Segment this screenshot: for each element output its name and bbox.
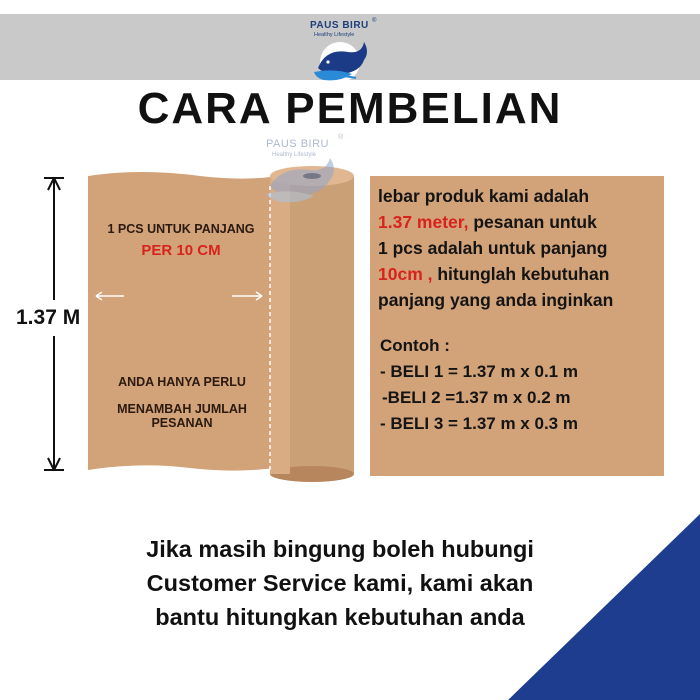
example-line-1: - BELI 1 = 1.37 m x 0.1 m bbox=[380, 362, 578, 381]
paper-text-you-only-need: ANDA HANYA PERLU bbox=[118, 375, 246, 389]
info-line-1: lebar produk kami adalah bbox=[378, 186, 590, 206]
watermark-whale-icon bbox=[260, 156, 350, 206]
watermark-logo bbox=[258, 132, 358, 212]
info-panel bbox=[370, 176, 664, 476]
info-width-value: 1.37 meter, bbox=[378, 212, 469, 232]
watermark-brand-text: PAUS BIRU bbox=[266, 138, 329, 150]
logo-tagline: Healthy Lifestyle bbox=[314, 32, 355, 38]
logo-brand-text: PAUS BIRU bbox=[310, 20, 369, 31]
height-label: 1.37 M bbox=[16, 306, 81, 329]
paper-text-add-quantity: MENAMBAH JUMLAH PESANAN bbox=[117, 402, 247, 430]
watermark-tagline: Healthy Lifestyle bbox=[272, 152, 317, 158]
info-line-3: 1 pcs adalah untuk panjang bbox=[378, 238, 608, 258]
logo-registered-mark: ® bbox=[372, 18, 377, 24]
paper-text-per-10cm: PER 10 CM bbox=[141, 242, 221, 259]
example-line-3: - BELI 3 = 1.37 m x 0.3 m bbox=[380, 414, 578, 433]
footer-message bbox=[80, 532, 600, 634]
watermark-registered-mark: ® bbox=[338, 134, 344, 141]
page-title: CARA PEMBELIAN bbox=[137, 84, 563, 133]
info-line-2-rest: pesanan untuk bbox=[468, 212, 597, 232]
example-title: Contoh : bbox=[380, 336, 450, 355]
info-line-5: panjang yang anda inginkan bbox=[378, 290, 614, 310]
footer-line-2: Customer Service kami, kami akan bbox=[146, 570, 534, 596]
info-line-2 bbox=[378, 212, 597, 233]
info-line-4-rest: hitunglah kebutuhan bbox=[432, 264, 610, 284]
info-line-4 bbox=[378, 264, 609, 285]
footer-line-1: Jika masih bingung boleh hubungi bbox=[146, 536, 534, 562]
example-line-2: -BELI 2 =1.37 m x 0.2 m bbox=[382, 388, 571, 407]
footer-line-3: bantu hitungkan kebutuhan anda bbox=[155, 604, 525, 630]
paper-text-pcs-length: 1 PCS UNTUK PANJANG bbox=[107, 222, 255, 236]
info-length-value: 10cm , bbox=[378, 264, 433, 284]
